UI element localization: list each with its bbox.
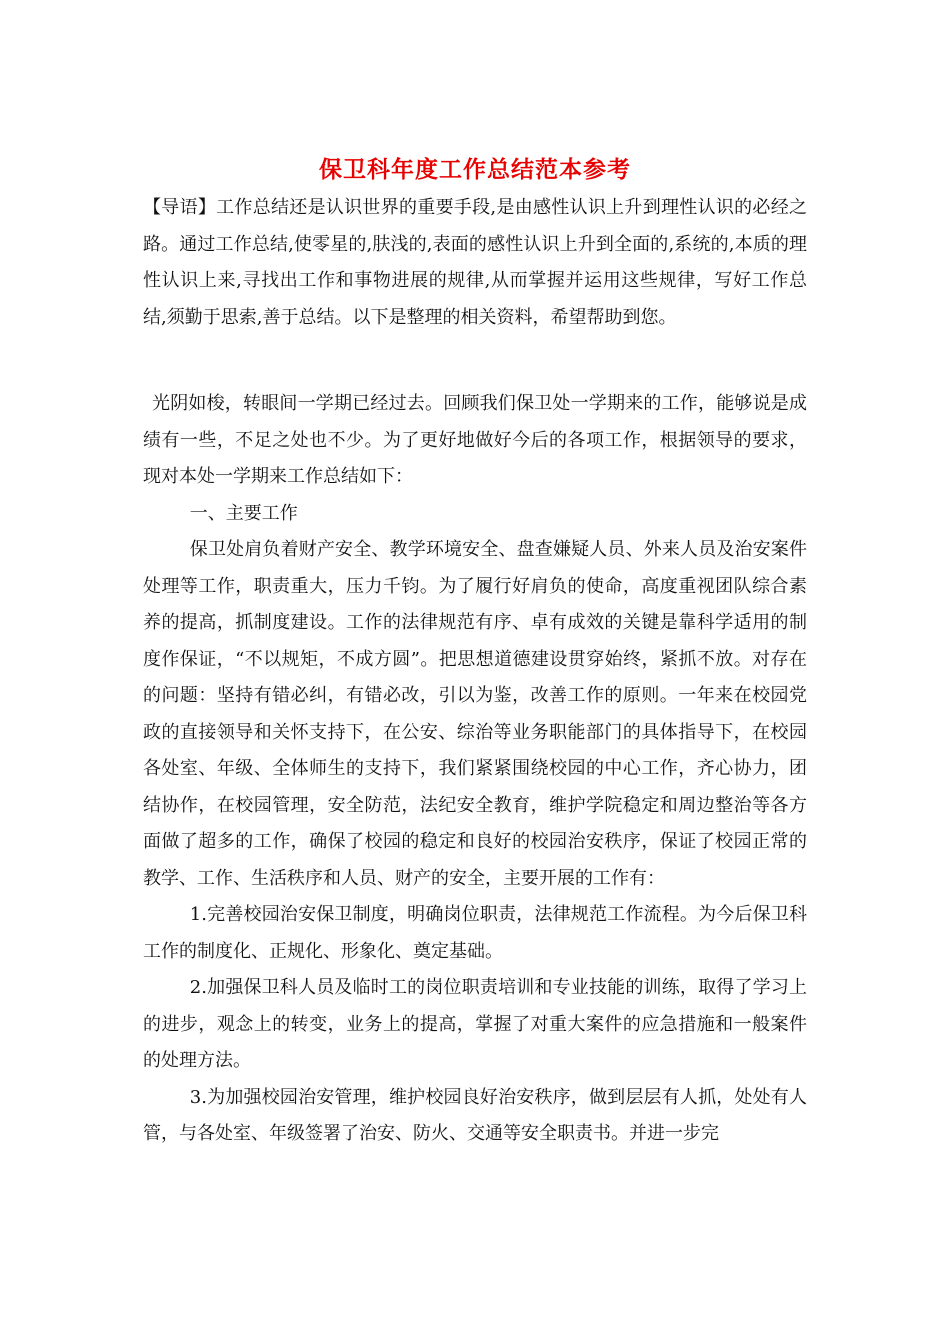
intro-paragraph: 【导语】工作总结还是认识世界的重要手段,是由感性认识上升到理性认识的必经之路。通过工作总结,使零星的,肤浅的,表面的感性认识上升到全面的,系统的,本质的理性认识上来,寻找出工作和事物进展的规律,从而掌握并运用这些规律，写好工作总结,须勤于思索,善于总结。以下是整理的相关资料，希望帮助到您。 <box>143 197 807 328</box>
list-item-2: 2.加强保卫科人员及临时工的岗位职责培训和专业技能的训练，取得了学习上的进步，观念上的转变，业务上的提高，掌握了对重大案件的应急措施和一般案件的处理方法。 <box>143 977 807 1071</box>
document-page <box>143 150 807 1153</box>
paragraph-gap <box>143 336 807 386</box>
opening-paragraph: 光阴如梭，转眼间一学期已经过去。回顾我们保卫处一学期来的工作，能够说是成绩有一些，不足之处也不少。为了更好地做好今后的各项工作，根据领导的要求，现对本处一学期来工作总结如下： <box>143 393 807 487</box>
section-body-paragraph: 保卫处肩负着财产安全、教学环境安全、盘查嫌疑人员、外来人员及治安案件处理等工作，职责重大，压力千钧。为了履行好肩负的使命，高度重视团队综合素养的提高，抓制度建设。工作的法律规范有序、卓有成效的关键是靠科学适用的制度作保证，“不以规矩，不成方圆”。把思想道德建设贯穿始终，紧抓不放。对存在的问题：坚持有错必纠，有错必改，引以为鉴，改善工作的原则。一年来在校园党政的直接领导和关怀支持下，在公安、综治等业务职能部门的具体指导下，在校园各处室、年级、全体师生的支持下，我们紧紧围绕校园的中心工作，齐心协力，团结协作，在校园管理，安全防范，法纪安全教育，维护学院稳定和周边整治等各方面做了超多的工作，确保了校园的稳定和良好的校园治安秩序，保证了校园正常的教学、工作、生活秩序和人员、财产的安全，主要开展的工作有： <box>143 539 807 889</box>
document-title: 保卫科年度工作总结范本参考 <box>319 156 631 183</box>
section-heading: 一、主要工作 <box>189 502 298 524</box>
list-item-1: 1.完善校园治安保卫制度，明确岗位职责，法律规范工作流程。为今后保卫科工作的制度化、正规化、形象化、奠定基础。 <box>143 904 807 962</box>
list-item-3: 3.为加强校园治安管理，维护校园良好治安秩序，做到层层有人抓，处处有人管，与各处室、年级签署了治安、防火、交通等安全职责书。并进一步完 <box>143 1086 807 1144</box>
